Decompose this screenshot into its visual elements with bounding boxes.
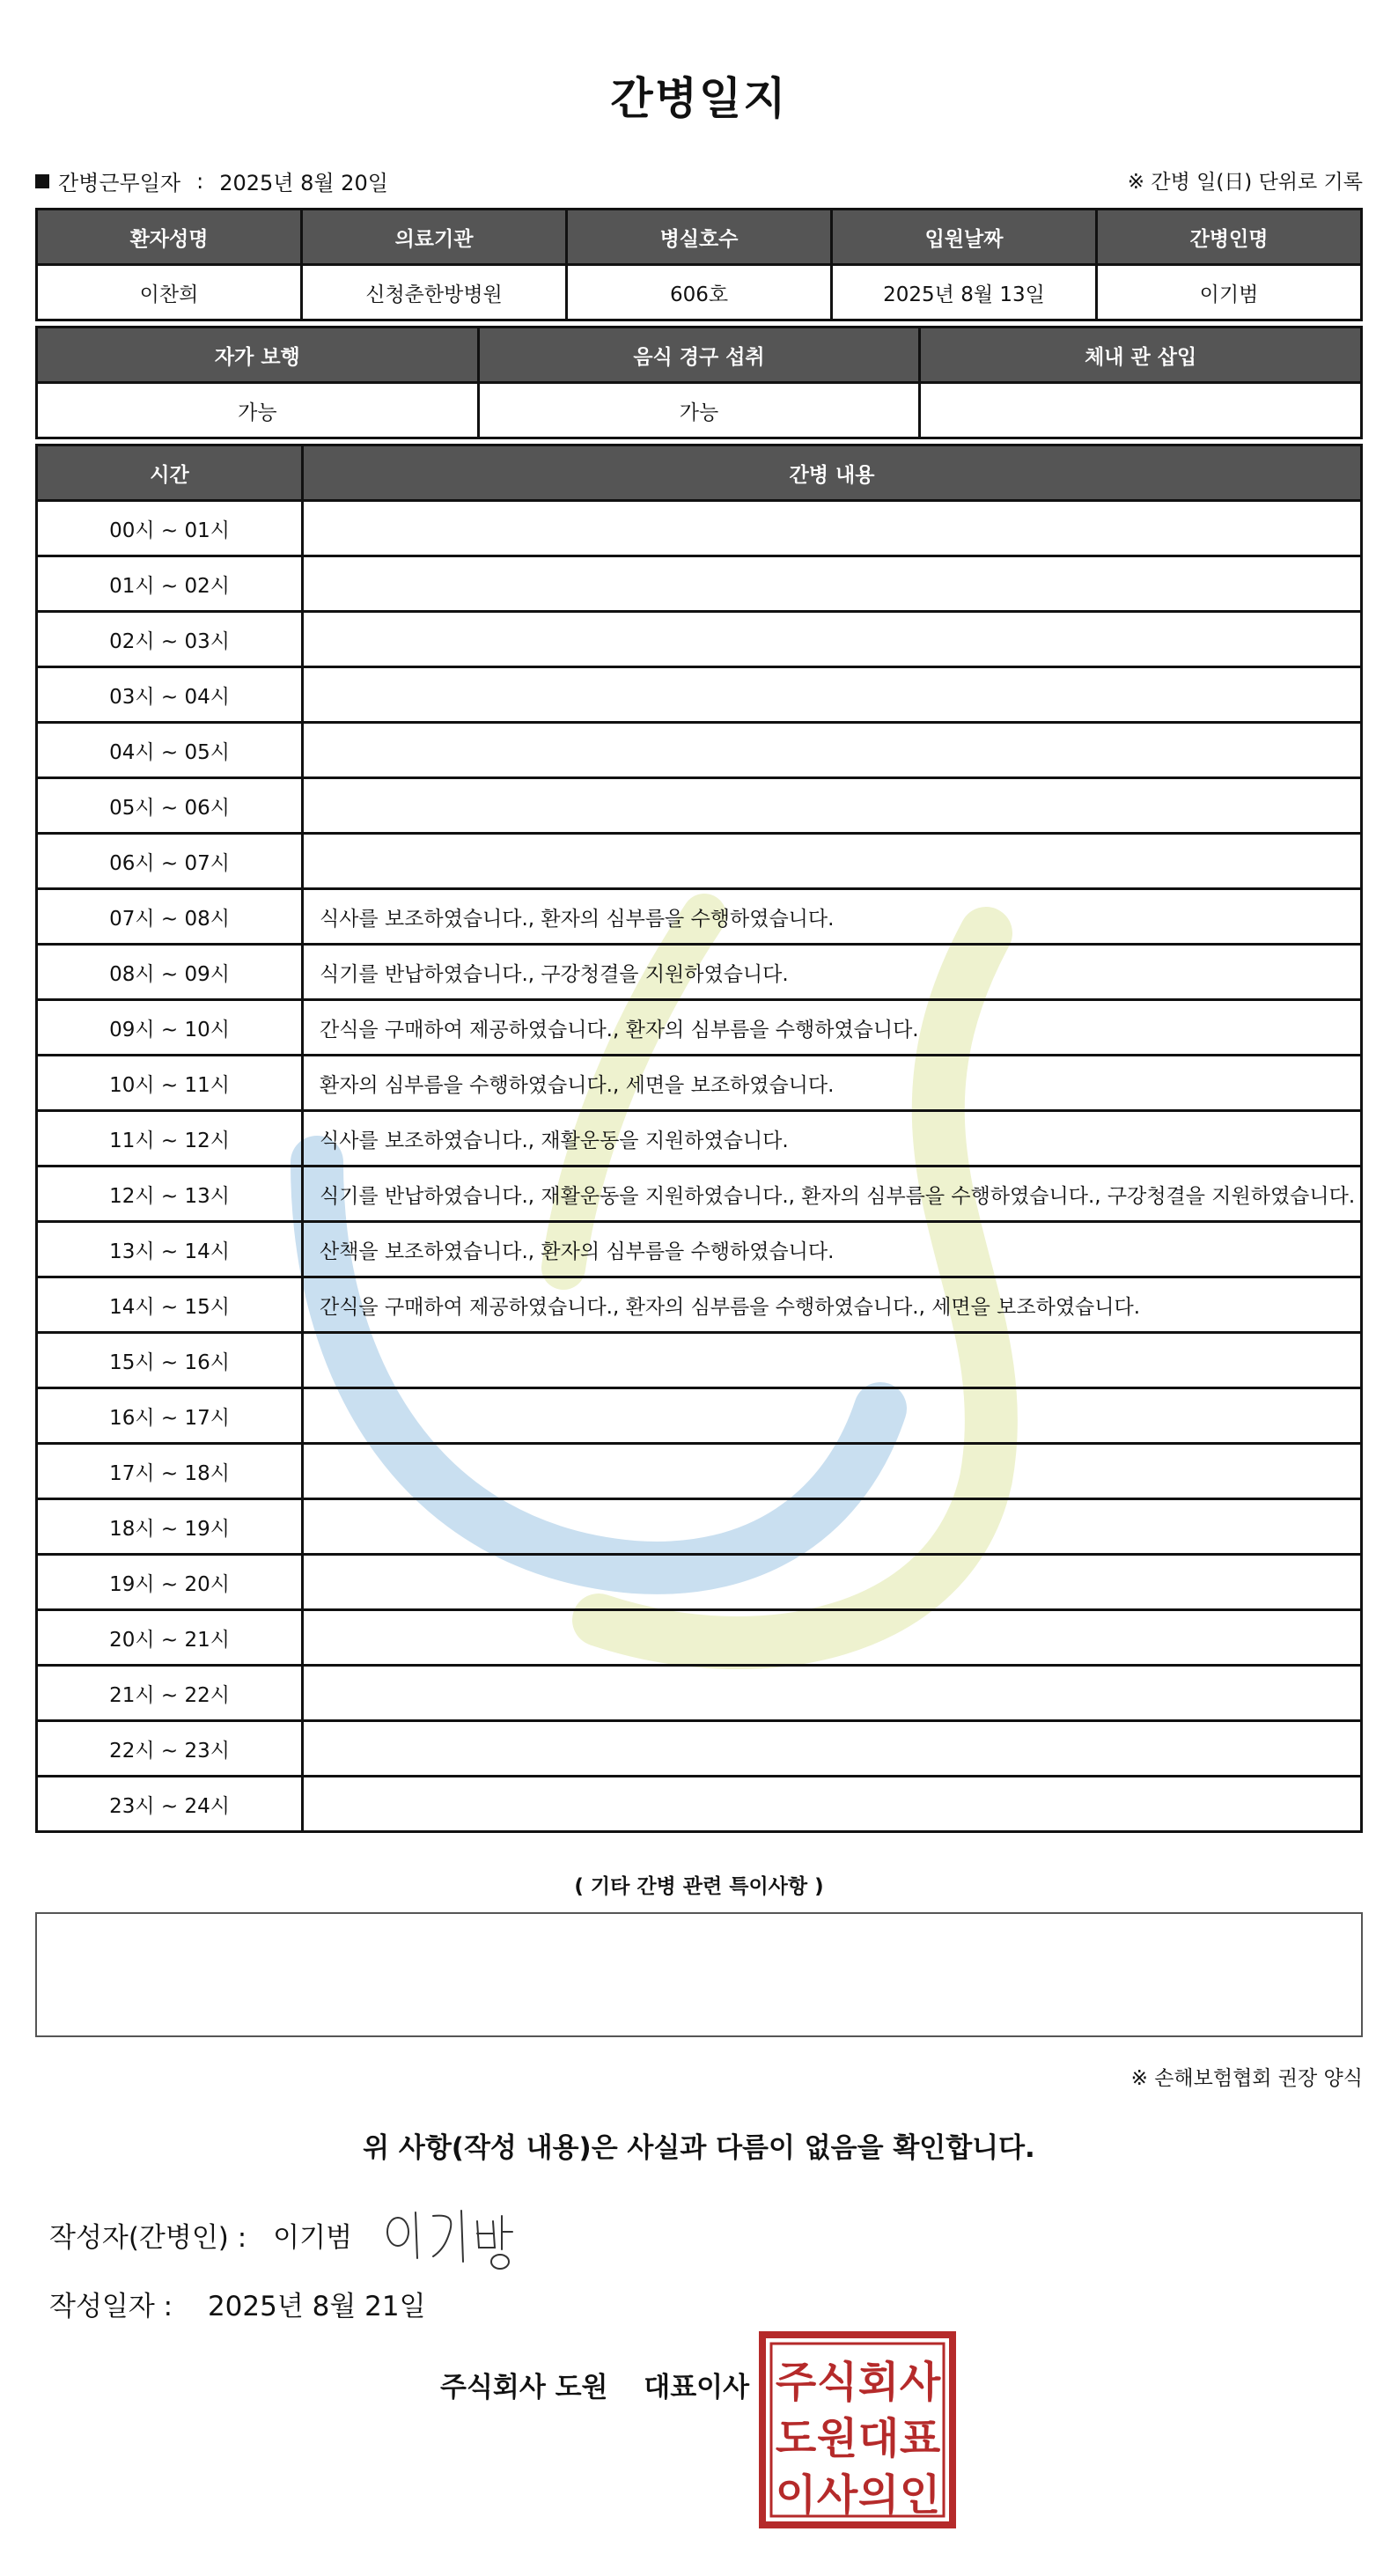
time-cell: 00시 ~ 01시 bbox=[37, 501, 303, 556]
time-cell: 15시 ~ 16시 bbox=[37, 1333, 303, 1388]
admission-date: 2025년 8월 13일 bbox=[832, 265, 1097, 320]
care-content-cell bbox=[303, 723, 1362, 778]
care-content-cell bbox=[303, 1388, 1362, 1444]
notes-title: ( 기타 간병 관련 특이사항 ) bbox=[574, 1875, 824, 1898]
time-cell: 06시 ~ 07시 bbox=[37, 834, 303, 889]
seal-character: 사 bbox=[816, 2470, 858, 2520]
hospital-name: 신청춘한방병원 bbox=[302, 265, 567, 320]
header-cell: 병실호수 bbox=[567, 210, 832, 265]
table-row bbox=[37, 945, 1362, 1000]
time-cell: 09시 ~ 10시 bbox=[37, 1000, 303, 1056]
table-row bbox=[37, 1056, 1362, 1111]
seal-character: 주 bbox=[775, 2358, 817, 2407]
walking-status: 가능 bbox=[37, 383, 479, 438]
care-content-cell: 간식을 구매하여 제공하였습니다., 환자의 심부름을 수행하였습니다., 세면을 보조하였습니다. bbox=[303, 1277, 1362, 1333]
table-row bbox=[37, 667, 1362, 723]
seal-character: 표 bbox=[899, 2414, 941, 2463]
table-row bbox=[37, 1167, 1362, 1222]
time-cell: 17시 ~ 18시 bbox=[37, 1444, 303, 1499]
care-content-cell: 산책을 보조하였습니다., 환자의 심부름을 수행하였습니다. bbox=[303, 1222, 1362, 1277]
time-cell: 12시 ~ 13시 bbox=[37, 1167, 303, 1222]
table-row bbox=[37, 1333, 1362, 1388]
time-cell: 04시 ~ 05시 bbox=[37, 723, 303, 778]
care-content-cell bbox=[303, 1333, 1362, 1388]
header-cell: 환자성명 bbox=[37, 210, 302, 265]
association-note: ※ 손해보험협회 권장 양식 bbox=[1130, 2067, 1363, 2090]
table-row bbox=[37, 889, 1362, 945]
header-cell: 시간 bbox=[37, 445, 303, 501]
table-row bbox=[37, 1111, 1362, 1167]
oral-intake-status: 가능 bbox=[478, 383, 920, 438]
time-cell: 08시 ~ 09시 bbox=[37, 945, 303, 1000]
work-date-label: 간병근무일자 bbox=[58, 171, 181, 195]
care-content-cell: 식기를 반납하였습니다., 재활운동을 지원하였습니다., 환자의 심부름을 수행하였습니다., 구강청결을 지원하였습니다. bbox=[303, 1167, 1362, 1222]
time-cell: 03시 ~ 04시 bbox=[37, 667, 303, 723]
time-cell: 10시 ~ 11시 bbox=[37, 1056, 303, 1111]
writer-name: 이기범 bbox=[273, 2222, 353, 2254]
header-cell: 자가 보행 bbox=[37, 328, 479, 383]
care-content-cell: 식사를 보조하였습니다., 재활운동을 지원하였습니다. bbox=[303, 1111, 1362, 1167]
care-content-cell bbox=[303, 556, 1362, 612]
table-row bbox=[37, 501, 1362, 556]
table-row bbox=[37, 1666, 1362, 1721]
time-cell: 23시 ~ 24시 bbox=[37, 1777, 303, 1832]
table-row bbox=[37, 778, 1362, 834]
header-cell: 간병인명 bbox=[1097, 210, 1362, 265]
table-row bbox=[37, 556, 1362, 612]
care-content-cell bbox=[303, 778, 1362, 834]
company-title: 대표이사 bbox=[644, 2372, 750, 2403]
seal-character: 도 bbox=[775, 2414, 817, 2463]
header-cell: 음식 경구 섭취 bbox=[478, 328, 920, 383]
handwritten-signature bbox=[379, 2197, 528, 2276]
patient-name: 이찬희 bbox=[37, 265, 302, 320]
seal-character: 식 bbox=[816, 2358, 858, 2407]
table-row bbox=[37, 1721, 1362, 1777]
table-row bbox=[37, 612, 1362, 667]
care-content-cell: 환자의 심부름을 수행하였습니다., 세면을 보조하였습니다. bbox=[303, 1056, 1362, 1111]
care-content-cell bbox=[303, 834, 1362, 889]
care-content-cell bbox=[303, 1499, 1362, 1555]
header-cell: 간병 내용 bbox=[303, 445, 1362, 501]
care-content-cell bbox=[303, 1721, 1362, 1777]
table-row bbox=[37, 723, 1362, 778]
care-content-cell bbox=[303, 1444, 1362, 1499]
company-name: 주식회사 도원 bbox=[440, 2372, 608, 2403]
time-cell: 20시 ~ 21시 bbox=[37, 1610, 303, 1666]
header-cell: 의료기관 bbox=[302, 210, 567, 265]
care-content-cell bbox=[303, 612, 1362, 667]
table-row bbox=[37, 1388, 1362, 1444]
unit-note: ※ 간병 일(日) 단위로 기록 bbox=[1127, 171, 1363, 194]
company-seal bbox=[759, 2331, 956, 2528]
table-row bbox=[37, 1777, 1362, 1832]
time-cell: 22시 ~ 23시 bbox=[37, 1721, 303, 1777]
seal-character: 이 bbox=[775, 2470, 817, 2520]
table-row bbox=[37, 1000, 1362, 1056]
seal-character: 대 bbox=[857, 2414, 900, 2463]
table-row bbox=[37, 1444, 1362, 1499]
time-cell: 19시 ~ 20시 bbox=[37, 1555, 303, 1610]
patient-info-table bbox=[35, 208, 1363, 321]
table-row bbox=[37, 1277, 1362, 1333]
time-cell: 02시 ~ 03시 bbox=[37, 612, 303, 667]
time-cell: 16시 ~ 17시 bbox=[37, 1388, 303, 1444]
care-content-cell bbox=[303, 1555, 1362, 1610]
time-cell: 07시 ~ 08시 bbox=[37, 889, 303, 945]
time-cell: 01시 ~ 02시 bbox=[37, 556, 303, 612]
care-content-cell: 식기를 반납하였습니다., 구강청결을 지원하였습니다. bbox=[303, 945, 1362, 1000]
care-content-cell bbox=[303, 667, 1362, 723]
care-content-cell: 식사를 보조하였습니다., 환자의 심부름을 수행하였습니다. bbox=[303, 889, 1362, 945]
care-content-cell bbox=[303, 1666, 1362, 1721]
writer-label: 작성자(간병인) : bbox=[49, 2222, 247, 2254]
table-row bbox=[37, 1555, 1362, 1610]
tube-insertion-status bbox=[920, 383, 1362, 438]
time-cell: 11시 ~ 12시 bbox=[37, 1111, 303, 1167]
work-date-value: 2025년 8월 20일 bbox=[219, 171, 388, 195]
work-date: 간병근무일자 : 2025년 8월 20일 bbox=[35, 166, 388, 196]
seal-character: 회 bbox=[857, 2358, 900, 2407]
time-cell: 14시 ~ 15시 bbox=[37, 1277, 303, 1333]
header-cell: 입원날짜 bbox=[832, 210, 1097, 265]
writer-line bbox=[49, 2215, 352, 2255]
time-cell: 13시 ~ 14시 bbox=[37, 1222, 303, 1277]
care-log-table bbox=[35, 444, 1363, 1833]
room-number: 606호 bbox=[567, 265, 832, 320]
care-content-cell bbox=[303, 1610, 1362, 1666]
confirmation-statement: 위 사항(작성 내용)은 사실과 다름이 없음을 확인합니다. bbox=[363, 2132, 1035, 2164]
written-date-label: 작성일자 : bbox=[49, 2291, 173, 2322]
page-title: 간병일지 bbox=[610, 73, 788, 124]
care-content-cell bbox=[303, 501, 1362, 556]
seal-character: 의 bbox=[857, 2470, 900, 2520]
written-date-value: 2025년 8월 21일 bbox=[207, 2291, 426, 2322]
caregiver-name: 이기범 bbox=[1097, 265, 1362, 320]
written-date-line bbox=[49, 2284, 426, 2323]
table-row bbox=[37, 1499, 1362, 1555]
time-cell: 05시 ~ 06시 bbox=[37, 778, 303, 834]
seal-character: 인 bbox=[899, 2470, 941, 2520]
table-row bbox=[37, 834, 1362, 889]
seal-character: 사 bbox=[899, 2358, 941, 2407]
care-content-cell bbox=[303, 1777, 1362, 1832]
seal-character: 원 bbox=[816, 2414, 858, 2463]
notes-box bbox=[35, 1912, 1363, 2037]
table-row bbox=[37, 1610, 1362, 1666]
header-cell: 체내 관 삽입 bbox=[920, 328, 1362, 383]
time-cell: 18시 ~ 19시 bbox=[37, 1499, 303, 1555]
status-table bbox=[35, 326, 1363, 439]
company-line bbox=[440, 2365, 749, 2404]
time-cell: 21시 ~ 22시 bbox=[37, 1666, 303, 1721]
care-content-cell: 간식을 구매하여 제공하였습니다., 환자의 심부름을 수행하였습니다. bbox=[303, 1000, 1362, 1056]
bullet-square-icon bbox=[35, 174, 49, 188]
table-row bbox=[37, 1222, 1362, 1277]
